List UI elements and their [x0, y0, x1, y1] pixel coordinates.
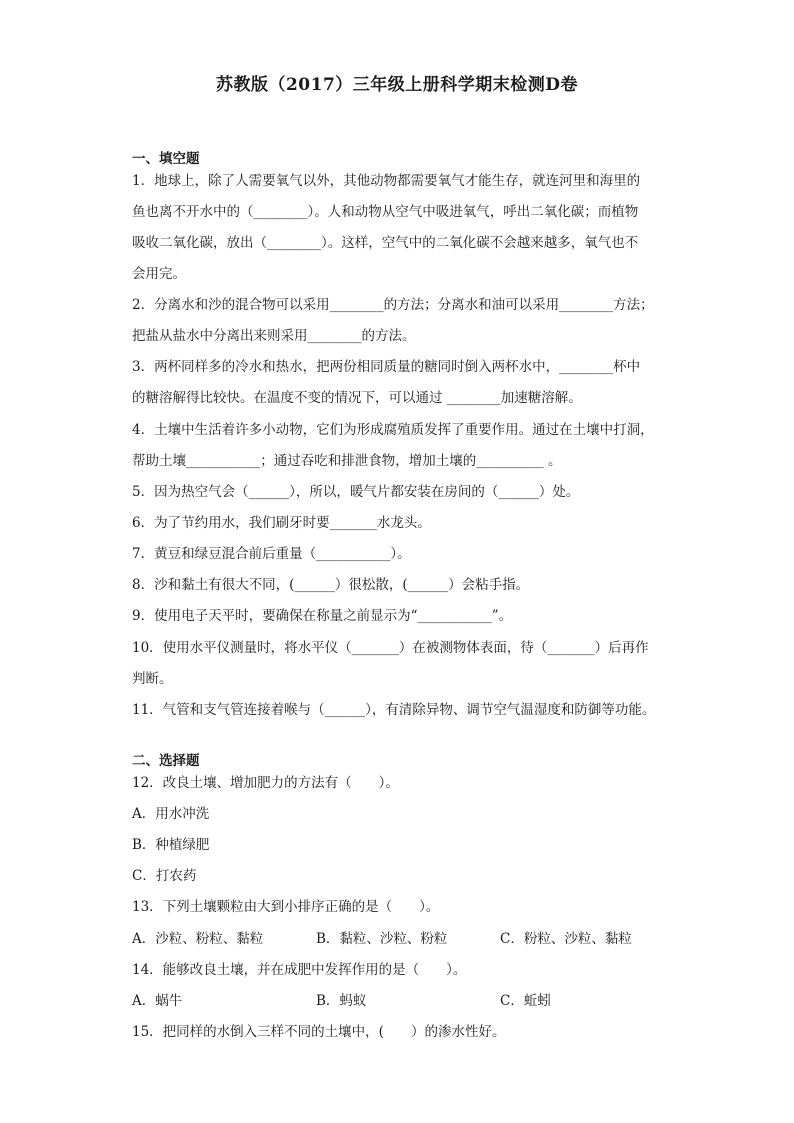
text-line: 鱼也离不开水中的（________）。人和动物从空气中吸进氧气，呼出二氧化碳；而植物 [132, 204, 639, 220]
text-line: 3．两杯同样多的冷水和热水，把两份相同质量的糖同时倒入两杯水中，________杯中 [132, 359, 641, 375]
text-line: 4．土壤中生活着许多小动物，它们为形成腐殖质发挥了重要作用。通过在土壤中打洞， [132, 422, 654, 438]
option-12-c: C．打农药 [132, 868, 197, 884]
question-14: 14．能够改良土壤，并在成肥中发挥作用的是（ ）。 [132, 962, 467, 978]
text-line: 帮助土壤___________；通过吞吃和排泄食物，增加土壤的__________ 。 [132, 453, 562, 469]
option-14-c: C．蚯蚓 [500, 993, 551, 1009]
section-heading-fill-in: 一、填空题 [132, 151, 200, 167]
option-12-a: A．用水冲洗 [132, 806, 210, 822]
option-13-b: B．黏粒、沙粒、粉粒 [316, 931, 448, 947]
option-13-c: C．粉粒、沙粒、黏粒 [500, 931, 632, 947]
question-12: 12．改良土壤、增加肥力的方法有（ ）。 [132, 775, 399, 791]
text-line: 5．因为热空气会（______），所以，暖气片都安装在房间的（______）处。 [132, 484, 580, 500]
text-line: 9．使用电子天平时，要确保在称量之前显示为“___________”。 [132, 608, 513, 624]
option-14-a: A．蜗牛 [132, 993, 183, 1009]
text-line: 判断。 [132, 671, 173, 687]
text-line: 8．沙和黏土有很大不同，(______）很松散，(______）会粘手指。 [132, 577, 530, 593]
text-line: 6．为了节约用水，我们刷牙时要_______水龙头。 [132, 515, 431, 531]
page-title: 苏教版（2017）三年级上册科学期末检测D卷 [215, 75, 579, 95]
text-line: 把盐从盐水中分离出来则采用________的方法。 [132, 328, 416, 344]
text-line: 1．地球上，除了人需要氧气以外，其他动物都需要氧气才能生存，就连河里和海里的 [132, 173, 641, 189]
option-14-b: B．蚂蚁 [316, 993, 367, 1009]
text-line: 会用完。 [132, 266, 186, 282]
text-line: 10．使用水平仪测量时，将水平仪（_______）在被测物体表面，待（_______）后再作 [132, 640, 649, 656]
text-line: 吸收二氧化碳，放出（________）。这样，空气中的二氧化碳不会越来越多，氧气也不 [132, 235, 639, 251]
text-line: 7．黄豆和绿豆混合前后重量（___________）。 [132, 546, 411, 562]
question-13: 13．下列土壤颗粒由大到小排序正确的是（ ）。 [132, 899, 440, 915]
option-12-b: B．种植绿肥 [132, 837, 210, 853]
question-15: 15．把同样的水倒入三样不同的土壤中，( ）的渗水性好。 [132, 1024, 506, 1040]
text-line: 的糖溶解得比较快。在温度不变的情况下，可以通过 ________加速糖溶解。 [132, 390, 582, 406]
text-line: 11．气管和支气管连接着喉与（______），有清除异物、调节空气温湿度和防御等功能。 [132, 702, 656, 718]
section-heading-choice: 二、选择题 [132, 753, 200, 769]
text-line: 2．分离水和沙的混合物可以采用________的方法；分离水和油可以采用________方法； [132, 297, 654, 313]
option-13-a: A．沙粒、粉粒、黏粒 [132, 931, 264, 947]
